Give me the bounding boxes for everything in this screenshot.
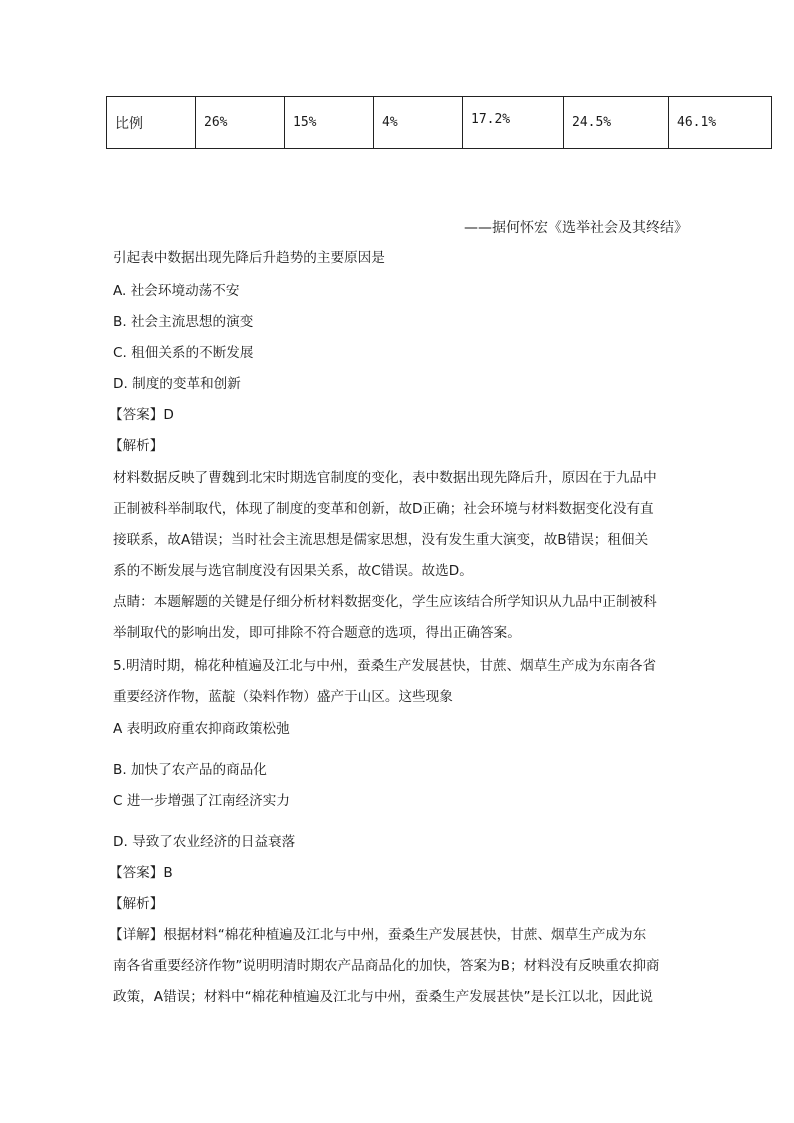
tip-line: 点睛：本题解题的关键是仔细分析材料数据变化，学生应该结合所学知识从九品中正制被科	[113, 594, 657, 610]
answer-line: 【答案】D	[109, 407, 174, 423]
analysis-label: 【解析】	[109, 438, 164, 454]
tip-line: 举制取代的影响出发，即可排除不符合题意的选项，得出正确答案。	[113, 625, 521, 641]
option-b: B. 加快了农产品的商品化	[113, 762, 267, 778]
table-cell: 4%	[374, 97, 463, 149]
analysis-line: 材料数据反映了曹魏到北宋时期选官制度的变化，表中数据出现先降后升，原因在于九品中	[113, 470, 657, 486]
option-b: B. 社会主流思想的演变	[113, 314, 254, 330]
analysis-line: 系的不断发展与选官制度没有因果关系，故C错误。故选D。	[113, 563, 473, 579]
analysis-line: 正制被科举制取代，体现了制度的变革和创新，故D正确；社会环境与材料数据变化没有直	[113, 501, 654, 517]
table-cell: 24.5%	[564, 97, 669, 149]
table-cell: 46.1%	[669, 97, 772, 149]
analysis-line: 接联系，故A错误；当时社会主流思想是儒家思想，没有发生重大演变，故B错误；租佃关	[113, 532, 649, 548]
question-stem: 重要经济作物，蓝靛（染料作物）盛产于山区。这些现象	[113, 689, 453, 705]
option-d: D. 制度的变革和创新	[113, 376, 241, 392]
option-c: C 进一步增强了江南经济实力	[113, 793, 290, 809]
detail-line: 南各省重要经济作物”说明明清时期农产品商品化的加快，答案为B；材料没有反映重农抑商	[113, 958, 660, 974]
detail-line: 【详解】根据材料“棉花种植遍及江北与中州，蚕桑生产发展甚快，甘蔗、烟草生产成为东	[109, 927, 647, 943]
answer-line: 【答案】B	[109, 865, 173, 881]
table-cell: 26%	[196, 97, 285, 149]
question-stem: 引起表中数据出现先降后升趋势的主要原因是	[113, 250, 385, 266]
table-cell: 17.2%	[463, 97, 564, 149]
question-stem: 5.明清时期，棉花种植遍及江北与中州，蚕桑生产发展甚快，甘蔗、烟草生产成为东南各省	[113, 658, 657, 674]
row-header-cell: 比例	[107, 97, 196, 149]
table-cell: 15%	[285, 97, 374, 149]
detail-line: 政策，A错误；材料中“棉花种植遍及江北与中州，蚕桑生产发展甚快”是长江以北，因此说	[113, 989, 653, 1005]
data-table	[106, 96, 772, 149]
option-a: A 表明政府重农抑商政策松弛	[113, 721, 290, 737]
option-d: D. 导致了农业经济的日益衰落	[113, 834, 296, 850]
analysis-label: 【解析】	[109, 896, 164, 912]
option-a: A. 社会环境动荡不安	[113, 283, 240, 299]
option-c: C. 租佃关系的不断发展	[113, 345, 254, 361]
source-citation: ——据何怀宏《选举社会及其终结》	[464, 220, 688, 236]
table-row	[107, 97, 772, 149]
